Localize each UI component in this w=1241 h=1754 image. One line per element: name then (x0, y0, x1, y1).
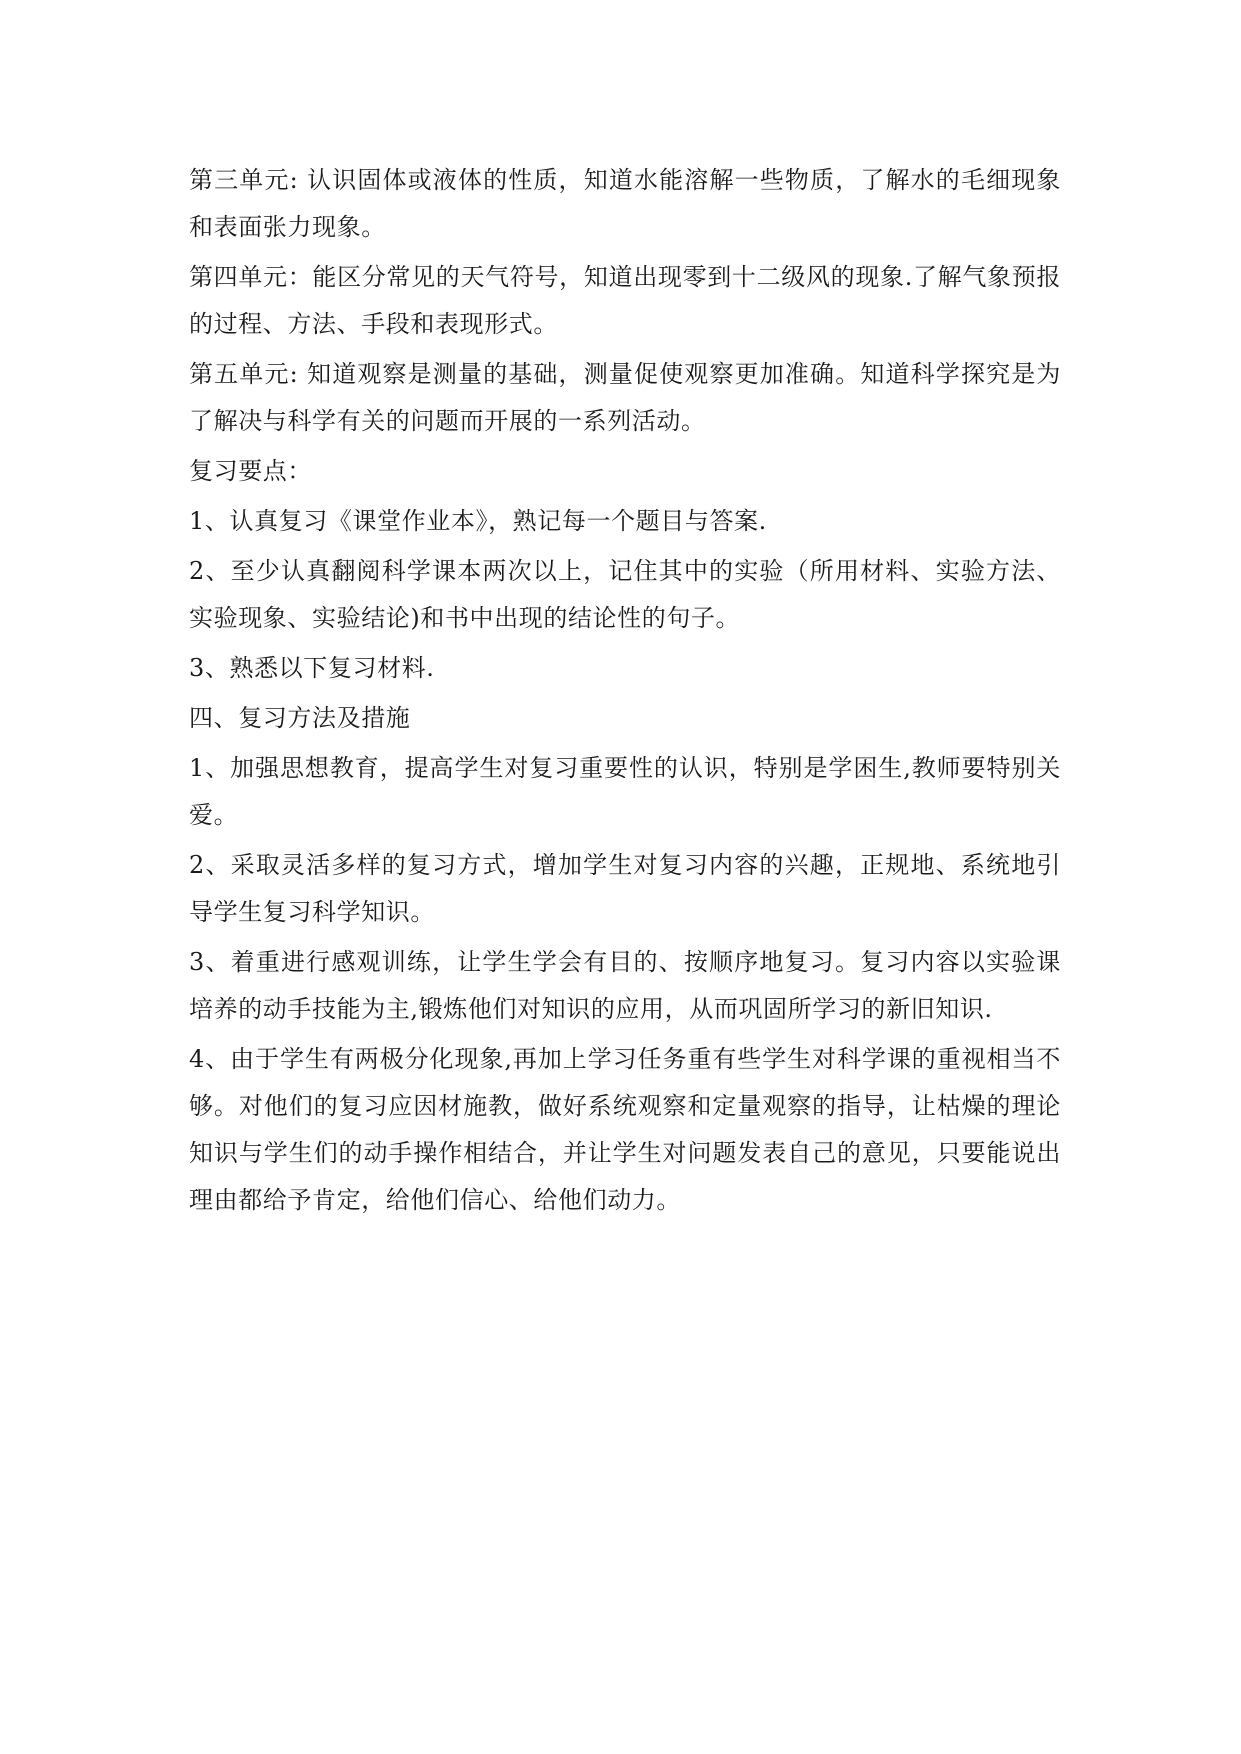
section-four-heading: 四、复习方法及措施 (189, 704, 411, 732)
review-point-3: 3、熟悉以下复习材料. (189, 654, 435, 682)
review-point-1: 1、认真复习《课堂作业本》，熟记每一个题目与答案. (189, 507, 767, 535)
method-2: 2、采取灵活多样的复习方式，增加学生对复习内容的兴趣，正规地、系统地引导学生复习科学知识。 (189, 851, 1061, 926)
method-4: 4、由于学生有两极分化现象,再加上学习任务重有些学生对科学课的重视相当不够。对他们的复习应因材施教，做好系统观察和定量观察的指导，让枯燥的理论知识与学生们的动手操作相结合，并让学生对问题发表自己的意见，只要能说出理由都给予肯定，给他们信心、给他们动力。 (189, 1045, 1061, 1214)
document-body (189, 157, 1061, 1227)
unit-four-paragraph: 第四单元：能区分常见的天气符号，知道出现零到十二级风的现象.了解气象预报的过程、方法、手段和表现形式。 (189, 263, 1061, 338)
unit-five-paragraph: 第五单元: 知道观察是测量的基础，测量促使观察更加准确。知道科学探究是为了解决与科学有关的问题而开展的一系列活动。 (189, 360, 1061, 435)
review-points-heading: 复习要点： (189, 457, 312, 485)
review-point-2: 2、至少认真翻阅科学课本两次以上，记住其中的实验（所用材料、实验方法、实验现象、实验结论)和书中出现的结论性的句子。 (189, 557, 1061, 632)
method-3: 3、着重进行感观训练，让学生学会有目的、按顺序地复习。复习内容以实验课培养的动手技能为主,锻炼他们对知识的应用，从而巩固所学习的新旧知识. (189, 948, 1061, 1023)
unit-three-paragraph: 第三单元: 认识固体或液体的性质，知道水能溶解一些物质，了解水的毛细现象和表面张力现象。 (189, 166, 1061, 241)
method-1: 1、加强思想教育，提高学生对复习重要性的认识，特别是学困生,教师要特别关爱。 (189, 754, 1061, 829)
